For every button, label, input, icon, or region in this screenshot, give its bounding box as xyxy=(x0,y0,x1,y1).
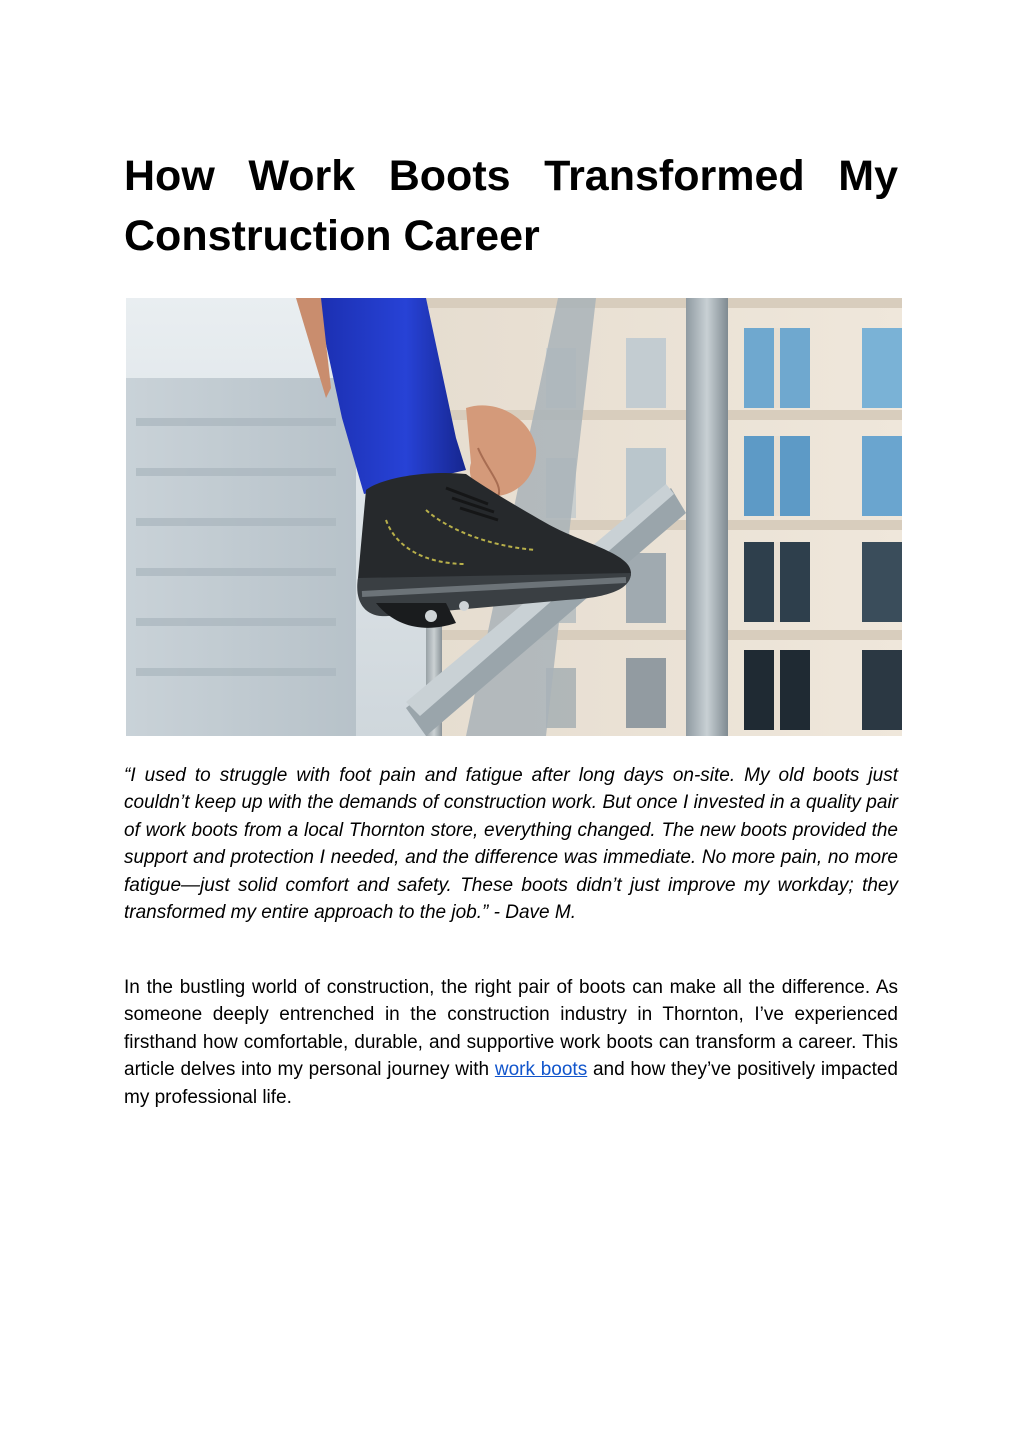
article-photo xyxy=(126,298,902,736)
intro-text-after-link: and how they’ve positively impacted my professional life. xyxy=(124,1059,898,1108)
intro-paragraph xyxy=(124,974,898,1111)
testimonial-quote: “I used to struggle with foot pain and fatigue after long days on-site. My old boots just couldn’t keep up with the demands of construction work. But once I invested in a quality pair of work boots from a local Thornton store, everything changed. The new boots provided the support and protection I needed, and the difference was immediate. No more pain, no more fatigue—just solid comfort and safety. These boots didn’t just improve my workday; they transformed my entire approach to the job.” - Dave M. xyxy=(124,765,898,924)
work-boots-link[interactable]: work boots xyxy=(494,1059,588,1081)
article-title: How Work Boots Transformed My Construction Career xyxy=(124,152,898,260)
construction-worker-boot-photo xyxy=(126,298,902,736)
intro-text-before-link: In the bustling world of construction, the right pair of boots can make all the difference. As someone deeply entrenched in the construction industry in Thornton, I’ve experienced firsthand how comfortable, durable, and supportive work boots can transform a career. This article delves into my personal journey with xyxy=(124,977,898,1081)
